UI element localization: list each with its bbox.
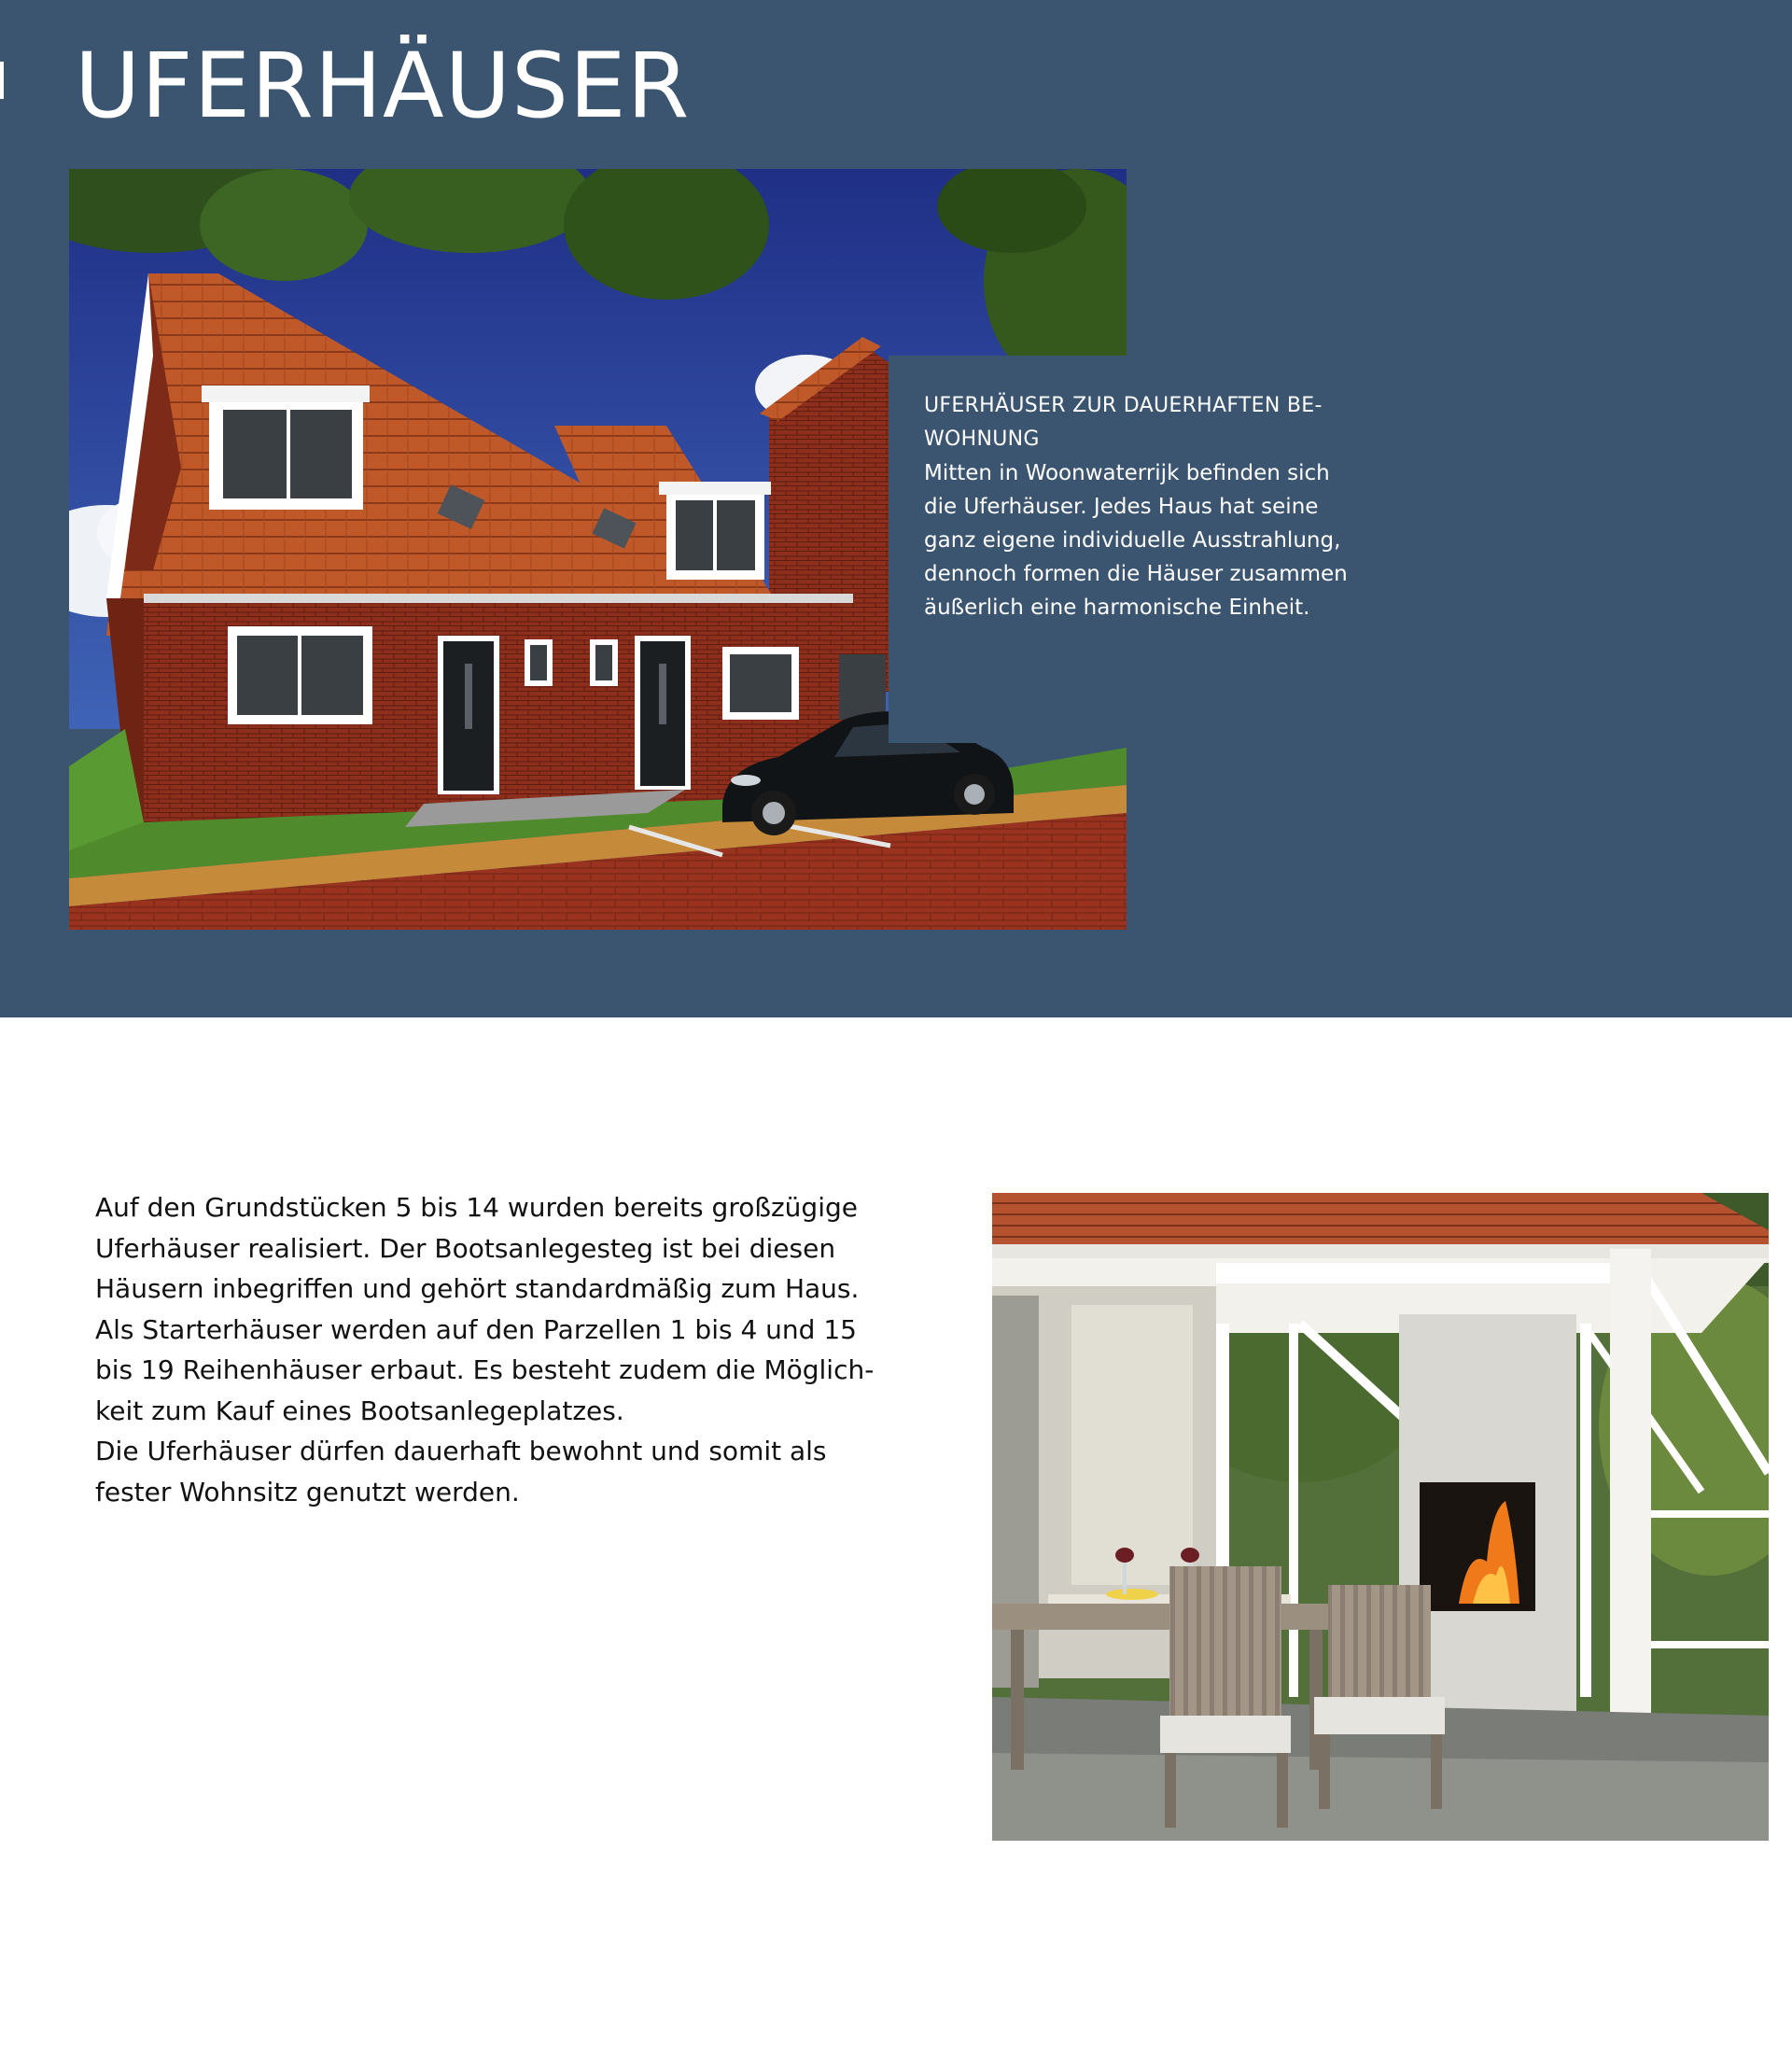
hero-section: [0, 0, 1792, 1017]
info-heading: UFERHÄUSER ZUR DAUERHAFTEN BE- WOHNUNG: [924, 394, 1323, 451]
info-body: Mitten in Woonwaterrijk befinden sich die Uferhäuser. Jedes Haus hat seine ganz eigene individuelle Ausstrahlung, dennoch formen die Häuser zusammen äußerlich eine harmonische Einheit.: [924, 461, 1348, 620]
page-title: UFERHÄUSER: [75, 34, 691, 138]
page-edge-marker: [0, 62, 4, 99]
body-paragraph: Auf den Grundstücken 5 bis 14 wurden bereits großzügige Uferhäuser realisiert. Der Bootsanlegesteg ist bei diesen Häusern inbegriffen und gehört standardmäßig zum Haus. Als Starterhäuser werden auf den Parzellen 1 bis 4 und 15 bis 19 Reihenhäuser erbaut. Es besteht zudem die Möglich- keit zum Kauf eines Bootsanlegeplatzes. Die Uferhäuser dürfen dauerhaft bewohnt und somit als fester Wohnsitz genutzt werden.: [95, 1192, 875, 1507]
covered-patio-fireplace-image: [992, 1193, 1769, 1841]
info-text-box: [889, 356, 1411, 743]
